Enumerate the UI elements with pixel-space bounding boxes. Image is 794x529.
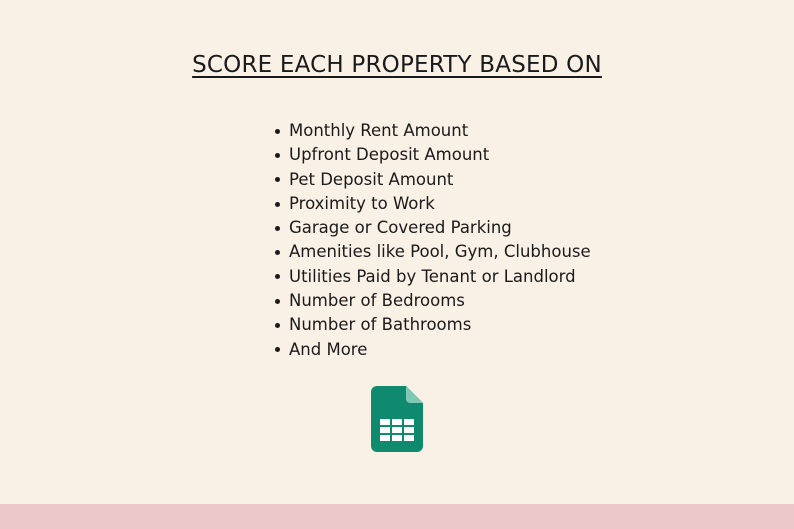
bullet-icon	[275, 323, 280, 328]
list-item	[275, 119, 591, 143]
footer-band	[0, 504, 794, 529]
feature-list	[275, 119, 591, 362]
bullet-icon	[275, 202, 280, 207]
bullet-icon	[275, 226, 280, 231]
list-item	[275, 168, 591, 192]
list-item-label: Utilities Paid by Tenant or Landlord	[289, 266, 576, 286]
list-item	[275, 240, 591, 264]
list-item-label: Garage or Covered Parking	[289, 218, 512, 238]
bullet-icon	[275, 177, 280, 182]
list-item	[275, 338, 591, 362]
list-item-label: Monthly Rent Amount	[289, 121, 469, 140]
list-item	[275, 143, 591, 167]
list-item-label: Number of Bedrooms	[289, 291, 465, 311]
list-item-label: Amenities like Pool, Gym, Clubhouse	[289, 242, 591, 262]
list-item	[275, 313, 591, 337]
bullet-icon	[275, 347, 280, 352]
spreadsheet-icon	[371, 386, 423, 452]
list-item-label: Upfront Deposit Amount	[289, 145, 490, 165]
list-item	[275, 289, 591, 313]
bullet-icon	[275, 299, 280, 304]
bullet-icon	[275, 153, 280, 158]
bullet-icon	[275, 250, 280, 255]
bullet-icon	[275, 274, 280, 279]
list-item	[275, 265, 591, 289]
list-item-label: Number of Bathrooms	[289, 315, 472, 335]
list-item	[275, 216, 591, 240]
list-item	[275, 192, 591, 216]
bullet-icon	[275, 129, 280, 134]
list-item-label: Proximity to Work	[289, 193, 435, 213]
list-item-label: Pet Deposit Amount	[289, 169, 454, 189]
page-title: SCORE EACH PROPERTY BASED ON	[192, 52, 602, 78]
list-item-label: And More	[289, 339, 368, 359]
